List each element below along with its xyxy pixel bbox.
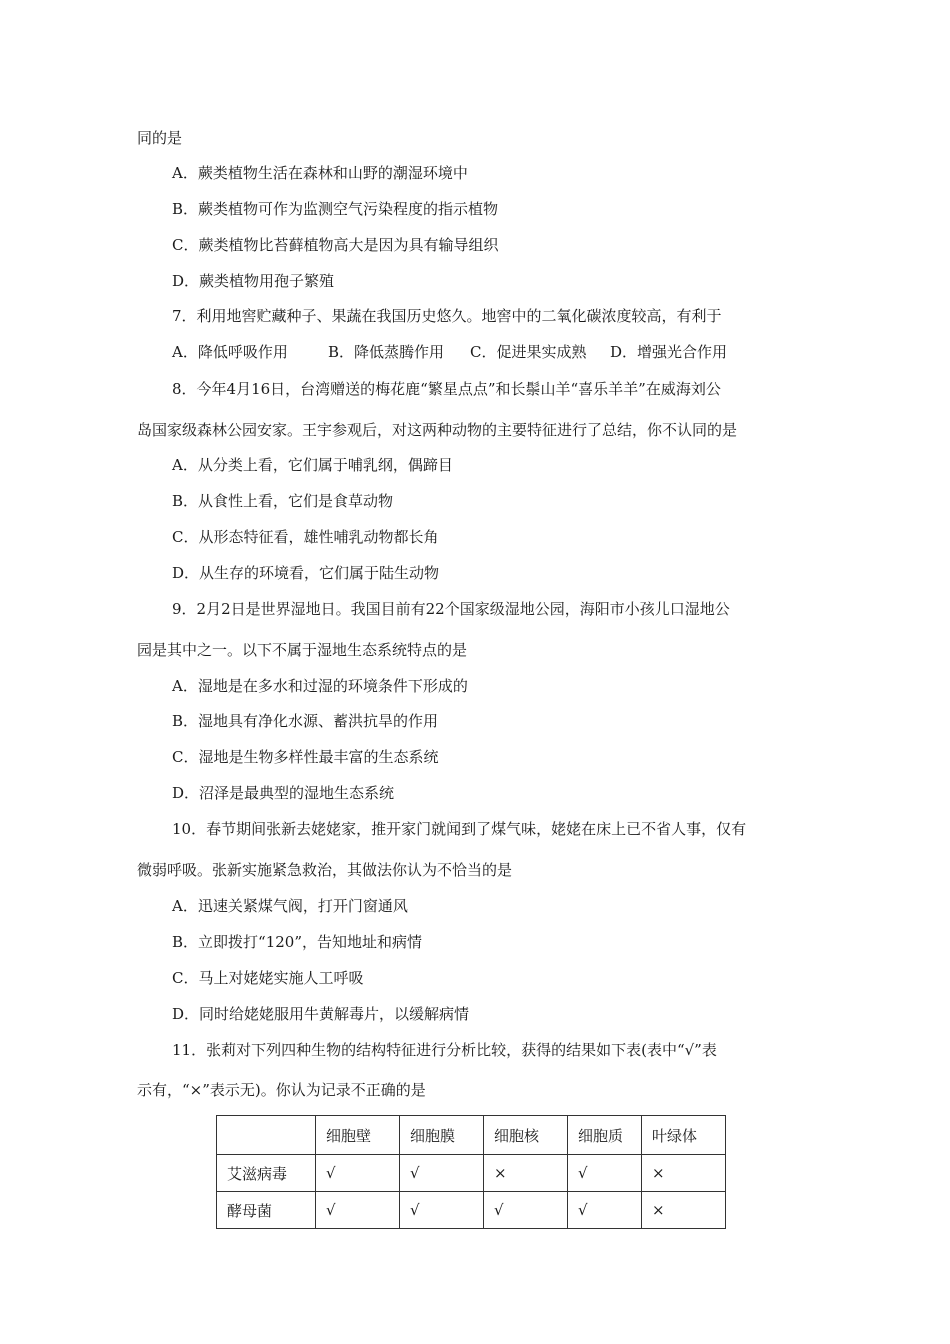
q11-stem-line1: 11．张莉对下列四种生物的结构特征进行分析比较，获得的结果如下表(表中“√”表 — [172, 1041, 717, 1059]
q6-option-b: B．蕨类植物可作为监测空气污染程度的指示植物 — [172, 200, 499, 218]
table-cell: × — [642, 1155, 726, 1192]
table-cell: × — [642, 1192, 726, 1229]
table-header-cell: 细胞核 — [484, 1116, 568, 1155]
q6-stem-continued: 同的是 — [137, 129, 183, 147]
table-header-cell: 细胞壁 — [316, 1116, 400, 1155]
q9-stem-line1: 9．2月2日是世界湿地日。我国目前有22个国家级湿地公园，海阳市小孩儿口湿地公 — [172, 600, 730, 618]
q8-option-d: D．从生存的环境看，它们属于陆生动物 — [172, 564, 440, 582]
q8-option-b: B．从食性上看，它们是食草动物 — [172, 492, 394, 510]
q7-option-a: A．降低呼吸作用 — [172, 343, 288, 361]
q6-option-a: A．蕨类植物生活在森林和山野的潮湿环境中 — [172, 164, 468, 182]
q10-stem-line1: 10．春节期间张新去姥姥家，推开家门就闻到了煤气味，姥姥在床上已不省人事，仅有 — [172, 820, 747, 838]
q7-option-b: B．降低蒸腾作用 — [328, 343, 445, 361]
table-row — [217, 1192, 726, 1229]
q10-stem-line2: 微弱呼吸。张新实施紧急救治，其做法你认为不恰当的是 — [137, 861, 513, 879]
q8-option-c: C．从形态特征看，雄性哺乳动物都长角 — [172, 528, 439, 546]
q11-results-table — [216, 1115, 726, 1229]
q6-option-d: D．蕨类植物用孢子繁殖 — [172, 272, 335, 290]
q10-option-c: C．马上对姥姥实施人工呼吸 — [172, 969, 364, 987]
table-header-row — [217, 1116, 726, 1155]
q9-option-b: B．湿地具有净化水源、蓄洪抗旱的作用 — [172, 712, 439, 730]
table-cell: 艾滋病毒 — [217, 1155, 316, 1192]
q7-stem: 7．利用地窖贮藏种子、果蔬在我国历史悠久。地窖中的二氧化碳浓度较高，有利于 — [172, 307, 722, 325]
q7-options — [172, 342, 727, 362]
q10-option-d: D．同时给姥姥服用牛黄解毒片，以缓解病情 — [172, 1005, 470, 1023]
q7-option-c: C．促进果实成熟 — [470, 343, 587, 361]
table-cell: √ — [316, 1155, 400, 1192]
table-header-cell: 细胞质 — [568, 1116, 642, 1155]
table-header-cell: 细胞膜 — [400, 1116, 484, 1155]
q8-stem-line1: 8．今年4月16日，台湾赠送的梅花鹿“繁星点点”和长鬃山羊“喜乐羊羊”在威海刘公 — [172, 380, 721, 398]
q9-option-d: D．沼泽是最典型的湿地生态系统 — [172, 784, 395, 802]
q9-option-a: A．湿地是在多水和过湿的环境条件下形成的 — [172, 677, 468, 695]
table-header-cell: 叶绿体 — [642, 1116, 726, 1155]
table-header-cell — [217, 1116, 316, 1155]
q10-option-a: A．迅速关紧煤气阀，打开门窗通风 — [172, 897, 408, 915]
q6-option-c: C．蕨类植物比苔藓植物高大是因为具有输导组织 — [172, 236, 499, 254]
q9-option-c: C．湿地是生物多样性最丰富的生态系统 — [172, 748, 439, 766]
table-cell: × — [484, 1155, 568, 1192]
q8-stem-line2: 岛国家级森林公园安家。王宇参观后，对这两种动物的主要特征进行了总结，你不认同的是 — [137, 421, 738, 439]
table-cell: √ — [484, 1192, 568, 1229]
q7-option-d: D．增强光合作用 — [610, 343, 728, 361]
table-cell: √ — [568, 1155, 642, 1192]
table-cell: √ — [400, 1155, 484, 1192]
table-row — [217, 1155, 726, 1192]
q8-option-a: A．从分类上看，它们属于哺乳纲，偶蹄目 — [172, 456, 453, 474]
q11-stem-line2: 示有，“×”表示无)。你认为记录不正确的是 — [137, 1081, 426, 1099]
table-cell: √ — [568, 1192, 642, 1229]
table-cell: √ — [316, 1192, 400, 1229]
q10-option-b: B．立即拨打“120”，告知地址和病情 — [172, 933, 422, 951]
q9-stem-line2: 园是其中之一。以下不属于湿地生态系统特点的是 — [137, 641, 468, 659]
table-cell: 酵母菌 — [217, 1192, 316, 1229]
table-cell: √ — [400, 1192, 484, 1229]
